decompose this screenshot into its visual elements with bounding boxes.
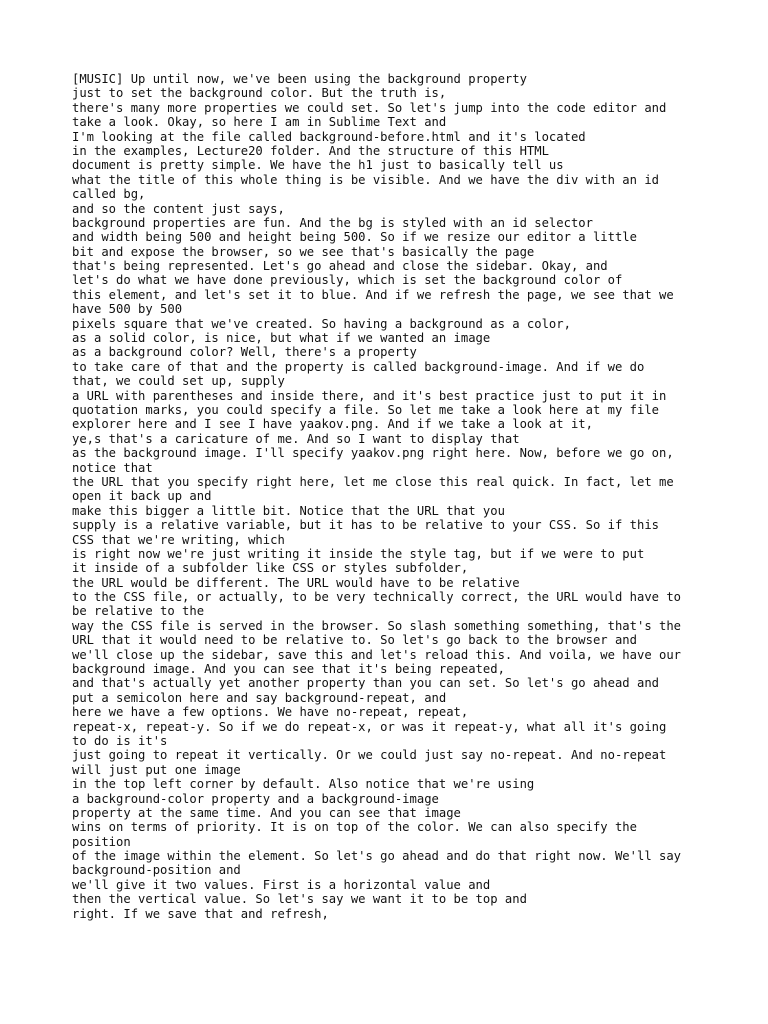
transcript-line: the URL that you specify right here, let me close this real quick. In fact, let me — [72, 474, 674, 489]
transcript-line: a URL with parentheses and inside there, and it's best practice just to put it in — [72, 388, 667, 403]
transcript-line: of the image within the element. So let's go ahead and do that right now. We'll say — [72, 849, 682, 864]
transcript-line: put a semicolon here and say background-repeat, and — [72, 690, 447, 705]
transcript-line: that, we could set up, supply — [72, 374, 285, 389]
transcript-line: and so the content just says, — [72, 201, 285, 216]
transcript-line: in the examples, Lecture20 folder. And the structure of this HTML — [72, 143, 549, 158]
transcript-line: the URL would be different. The URL would have to be relative — [72, 575, 520, 590]
transcript-line: a background-color property and a background-image — [72, 791, 439, 806]
transcript-line: to take care of that and the property is called background-image. And if we do — [72, 359, 645, 374]
transcript-line: URL that it would need to be relative to. So let's go back to the browser and — [72, 633, 637, 648]
transcript-line: let's do what we have done previously, which is set the background color of — [72, 273, 623, 288]
transcript-line: then the vertical value. So let's say we want it to be top and — [72, 892, 527, 907]
transcript-line: bit and expose the browser, so we see that's basically the page — [72, 244, 535, 259]
transcript-line: I'm looking at the file called background-before.html and it's located — [72, 129, 586, 144]
transcript-line: right. If we save that and refresh, — [72, 906, 329, 921]
transcript-line: quotation marks, you could specify a file. So let me take a look here at my file — [72, 402, 659, 417]
transcript-line: we'll give it two values. First is a horizontal value and — [72, 877, 491, 892]
transcript-line: supply is a relative variable, but it has to be relative to your CSS. So if this — [72, 518, 659, 533]
transcript-line: here we have a few options. We have no-repeat, repeat, — [72, 705, 469, 720]
transcript-line: way the CSS file is served in the browser. So slash something something, that's the — [72, 618, 682, 633]
transcript-line: what the title of this whole thing is be visible. And we have the div with an id — [72, 172, 659, 187]
transcript-line: have 500 by 500 — [72, 302, 183, 317]
transcript-line: is right now we're just writing it inside the style tag, but if we were to put — [72, 546, 645, 561]
transcript-line: it inside of a subfolder like CSS or styles subfolder, — [72, 561, 469, 576]
transcript-line: repeat-x, repeat-y. So if we do repeat-x, or was it repeat-y, what all it's going — [72, 719, 667, 734]
transcript-line: to the CSS file, or actually, to be very technically correct, the URL would have to — [72, 590, 682, 605]
transcript-line: called bg, — [72, 187, 146, 202]
transcript-line: just going to repeat it vertically. Or we could just say no-repeat. And no-repeat — [72, 748, 667, 763]
transcript-line: we'll close up the sidebar, save this and let's reload this. And voila, we have our — [72, 647, 682, 662]
transcript-line: make this bigger a little bit. Notice that the URL that you — [72, 503, 505, 518]
transcript-line: that's being represented. Let's go ahead and close the sidebar. Okay, and — [72, 259, 608, 274]
transcript-page — [72, 72, 712, 921]
transcript-line: as a solid color, is nice, but what if we wanted an image — [72, 331, 491, 346]
transcript-line: background-position and — [72, 863, 241, 878]
transcript-line: ye,s that's a caricature of me. And so I want to display that — [72, 431, 520, 446]
transcript-line: will just put one image — [72, 762, 241, 777]
transcript-line: pixels square that we've created. So having a background as a color, — [72, 316, 571, 331]
transcript-line: in the top left corner by default. Also notice that we're using — [72, 777, 535, 792]
transcript-line: and width being 500 and height being 500. So if we resize our editor a little — [72, 230, 637, 245]
transcript-line: property at the same time. And you can see that image — [72, 805, 461, 820]
transcript-line: background properties are fun. And the bg is styled with an id selector — [72, 215, 593, 230]
transcript-line: explorer here and I see I have yaakov.png. And if we take a look at it, — [72, 417, 593, 432]
transcript-line: wins on terms of priority. It is on top of the color. We can also specify the — [72, 820, 637, 835]
transcript-line: as a background color? Well, there's a property — [72, 345, 417, 360]
transcript-line: there's many more properties we could set. So let's jump into the code editor and — [72, 100, 667, 115]
transcript-line: be relative to the — [72, 604, 205, 619]
transcript-line: take a look. Okay, so here I am in Sublime Text and — [72, 115, 447, 130]
transcript-line: background image. And you can see that it's being repeated, — [72, 662, 505, 677]
transcript-line: notice that — [72, 460, 153, 475]
transcript-line: document is pretty simple. We have the h1 just to basically tell us — [72, 158, 564, 173]
transcript-line: just to set the background color. But the truth is, — [72, 86, 447, 101]
transcript-line: to do is it's — [72, 733, 168, 748]
transcript-line: and that's actually yet another property than you can set. So let's go ahead and — [72, 676, 659, 691]
transcript-line: [MUSIC] Up until now, we've been using the background property — [72, 72, 527, 86]
transcript-line: as the background image. I'll specify yaakov.png right here. Now, before we go on, — [72, 446, 674, 461]
transcript-line: position — [72, 834, 131, 849]
transcript-line: open it back up and — [72, 489, 212, 504]
transcript-line: this element, and let's set it to blue. And if we refresh the page, we see that we — [72, 287, 674, 302]
transcript-line: CSS that we're writing, which — [72, 532, 285, 547]
